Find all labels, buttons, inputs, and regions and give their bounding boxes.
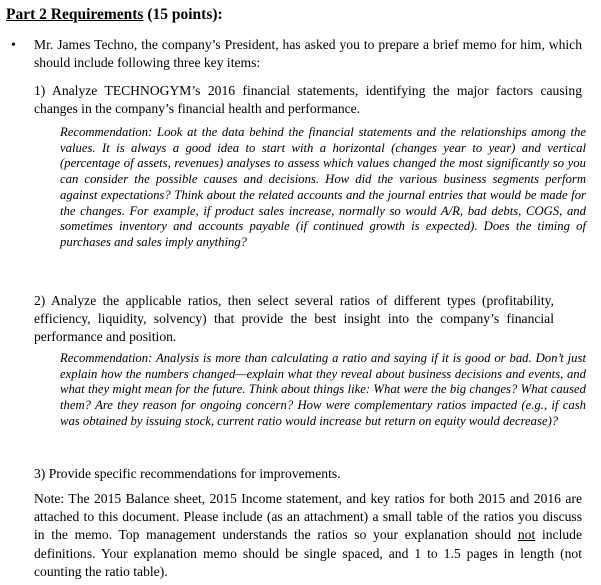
bullet-point: • [11, 38, 16, 53]
item-1-text: 1) Analyze TECHNOGYM’s 2016 financial statements, identifying the major factors causing changes in the company’s financial health and performance. [34, 83, 582, 116]
note-emphasis-not: not [517, 527, 536, 543]
item-2-text: 2) Analyze the applicable ratios, then select several ratios of different types (profitability, efficiency, liquidity, solvency) that provide the best insight into the company’s financial performance and position. [34, 293, 554, 344]
note-text-after: include definitions. Your explanation memo should be single spaced, and 1 to 1.5 pages in length (not counting the ratio table). [34, 527, 582, 579]
heading-title: Part 2 Requirements [6, 6, 144, 23]
item-3-text: 3) Provide specific recommendations for improvements. [34, 466, 341, 481]
intro-paragraph: Mr. James Techno, the company’s President, has asked you to prepare a brief memo for him, which should include following three key items: [34, 37, 582, 70]
heading-points: (15 points): [147, 6, 223, 23]
section-heading [6, 6, 223, 24]
note-paragraph [34, 490, 582, 581]
item-1-recommendation: Recommendation: Look at the data behind the financial statements and the relationships among the values. It is always a good idea to start with a horizontal (changes year to year) and vertical (percentage of assets, revenues) analyses to assess which values changed the most significantly so you can consider the possible causes and decisions. How did the various business segments perform against expectations? Think about the related accounts and the journal entries that would be made for the changes. For example, if product sales increase, normally so would A/R, bad debts, COGS, and sometimes inventory and accounts payable (if continued growth is expected). Does the timing of purchases and sales imply anything? [60, 125, 586, 249]
note-text-before: Note: The 2015 Balance sheet, 2015 Income statement, and key ratios for both 2015 and 2016 are attached to this document. Please include (as an attachment) a small table of the ratios you discuss in the memo. Top management understands the ratios so your explanation should [34, 491, 582, 543]
item-2-recommendation: Recommendation: Analysis is more than calculating a ratio and saying if it is good or bad. Don’t just explain how the numbers changed—explain what they reveal about business decisions and events, and what they might mean for the future. Think about things like: What were the big changes? What caused them? Are they reason for ongoing concern? How were complementary ratios impacted (e.g., if cash was obtained by issuing stock, current ratio would increase but return on equity would decrease)? [60, 351, 586, 428]
